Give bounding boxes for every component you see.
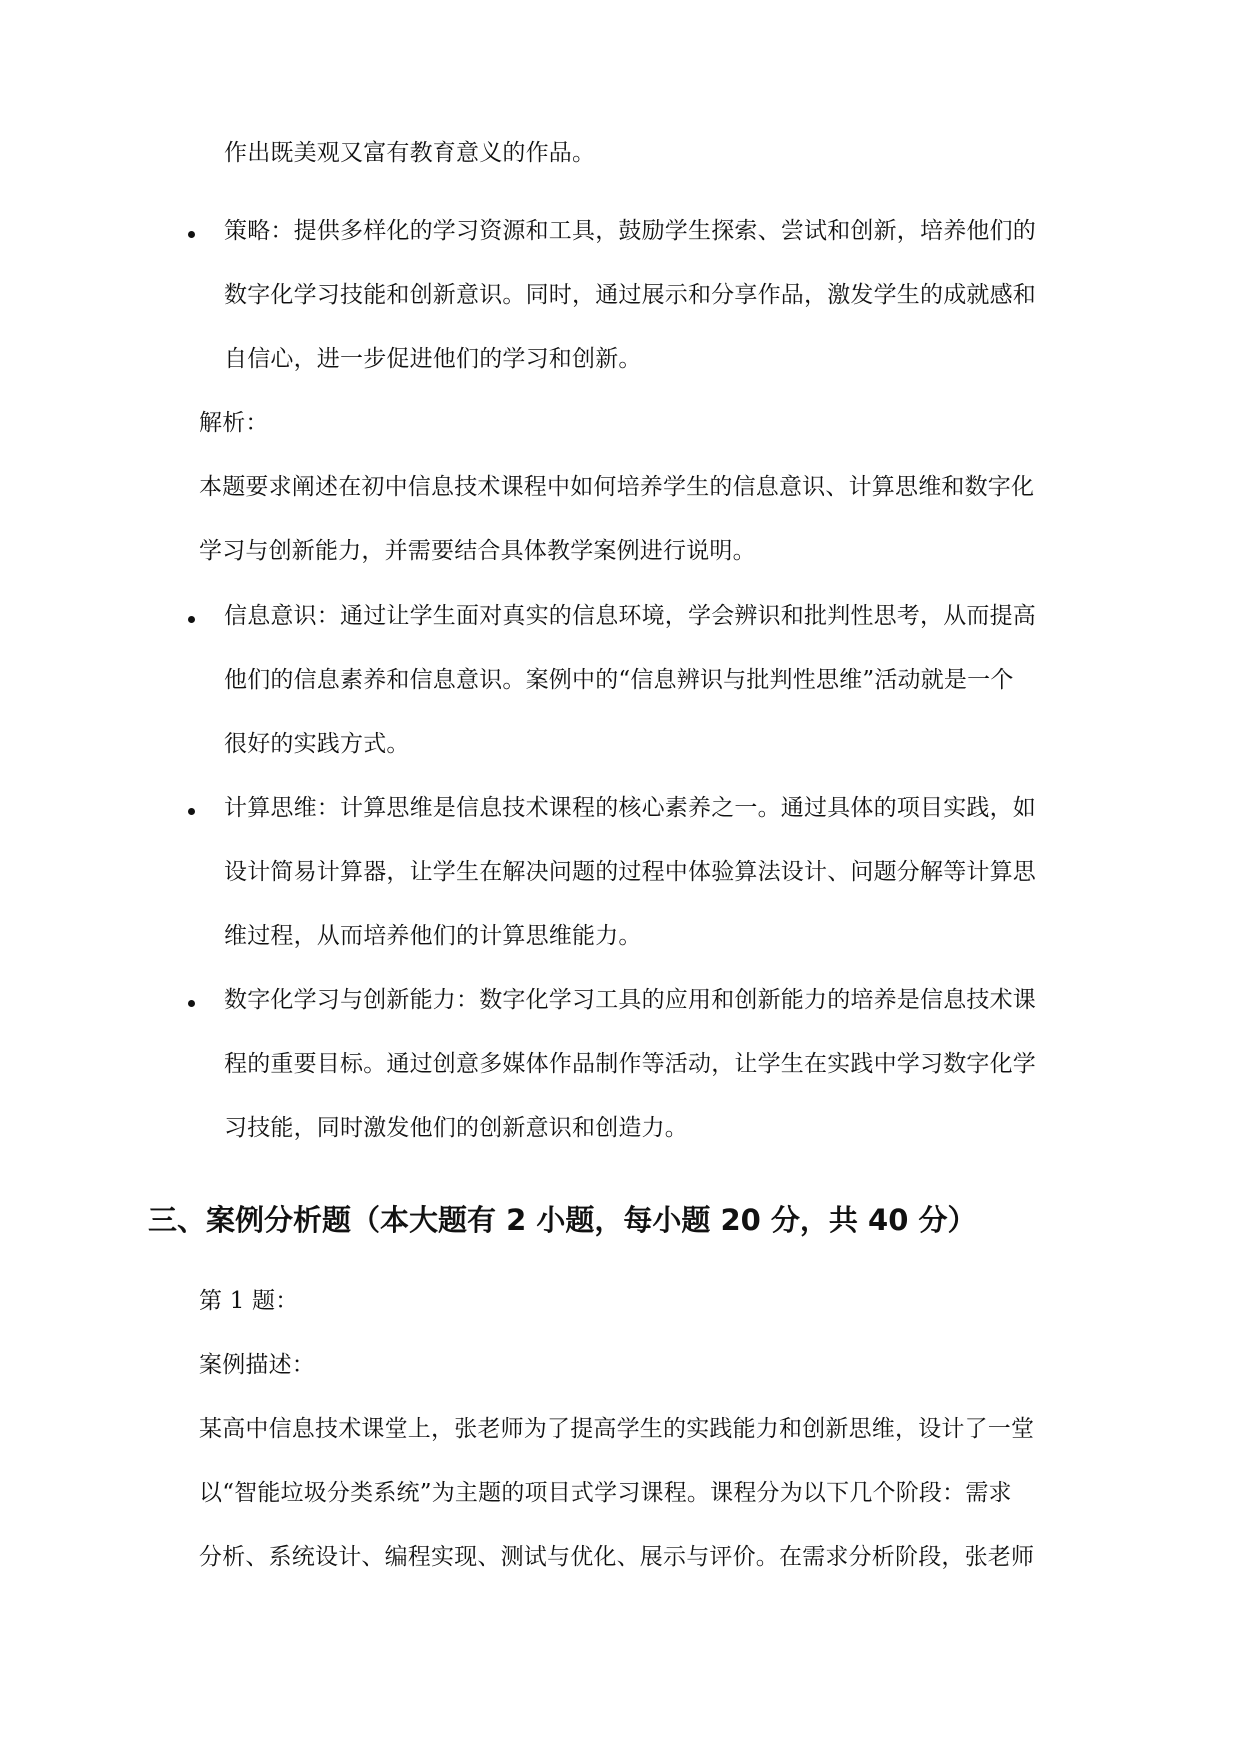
compute-line-1: 计算思维：计算思维是信息技术课程的核心素养之一。通过具体的项目实践，如 xyxy=(224,795,1036,821)
case-text-line-2: 以“智能垃圾分类系统”为主题的项目式学习课程。课程分为以下几个阶段：需求 xyxy=(199,1480,1012,1506)
bullet-digital-dot xyxy=(188,1000,195,1007)
case-text-line-3: 分析、系统设计、编程实现、测试与优化、展示与评价。在需求分析阶段，张老师 xyxy=(199,1544,1035,1570)
strategy-line-2: 数字化学习技能和创新意识。同时，通过展示和分享作品，激发学生的成就感和 xyxy=(224,282,1036,308)
digital-line-2: 程的重要目标。通过创意多媒体作品制作等活动，让学生在实践中学习数字化学 xyxy=(224,1051,1036,1077)
compute-line-2: 设计简易计算器，让学生在解决问题的过程中体验算法设计、问题分解等计算思 xyxy=(224,859,1036,885)
bullet-info-dot xyxy=(188,616,195,623)
info-line-1: 信息意识：通过让学生面对真实的信息环境，学会辨识和批判性思考，从而提高 xyxy=(224,603,1036,629)
compute-line-3: 维过程，从而培养他们的计算思维能力。 xyxy=(224,923,642,949)
strategy-line-3: 自信心，进一步促进他们的学习和创新。 xyxy=(224,346,642,372)
digital-line-1: 数字化学习与创新能力：数字化学习工具的应用和创新能力的培养是信息技术课 xyxy=(224,987,1036,1013)
case-label: 案例描述： xyxy=(199,1352,315,1378)
info-line-3: 很好的实践方式。 xyxy=(224,731,410,757)
continuation-line: 作出既美观又富有教育意义的作品。 xyxy=(224,140,596,166)
analysis-intro-line-2: 学习与创新能力，并需要结合具体教学案例进行说明。 xyxy=(199,538,756,564)
bullet-compute-dot xyxy=(188,808,195,815)
question-label: 第 1 题： xyxy=(199,1288,299,1314)
bullet-strategy-dot xyxy=(188,231,195,238)
analysis-intro-line-1: 本题要求阐述在初中信息技术课程中如何培养学生的信息意识、计算思维和数字化 xyxy=(199,474,1035,500)
analysis-label: 解析： xyxy=(199,410,269,436)
section-heading: 三、案例分析题（本大题有 2 小题，每小题 20 分，共 40 分） xyxy=(148,1203,977,1237)
strategy-line-1: 策略：提供多样化的学习资源和工具，鼓励学生探索、尝试和创新，培养他们的 xyxy=(224,218,1036,244)
digital-line-3: 习技能，同时激发他们的创新意识和创造力。 xyxy=(224,1115,688,1141)
case-text-line-1: 某高中信息技术课堂上，张老师为了提高学生的实践能力和创新思维，设计了一堂 xyxy=(199,1416,1035,1442)
info-line-2: 他们的信息素养和信息意识。案例中的“信息辨识与批判性思维”活动就是一个 xyxy=(224,667,1014,693)
